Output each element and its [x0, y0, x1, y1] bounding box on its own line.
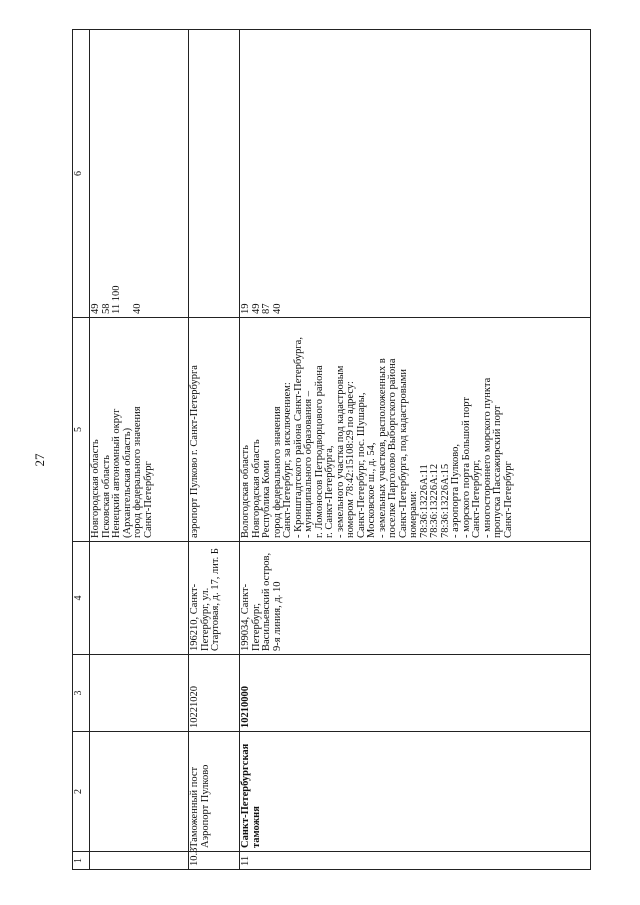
region-line: Новгородская область	[250, 439, 262, 538]
region-line: номером 78:42:15108:29 по адресу:	[345, 381, 356, 538]
region-line: - муниципального образования –	[303, 391, 314, 538]
okato-code-list	[240, 30, 591, 318]
post-name: Таможенный пост Аэропорт Пулково	[189, 732, 240, 852]
region-line: поселке Парголово Выборгского района	[387, 358, 398, 538]
post-name	[90, 732, 189, 852]
region-line: номерами:	[408, 490, 419, 538]
region-line: - многостороннего морского пункта	[481, 377, 493, 538]
region-line: Санкт-Петербург, за исключением:	[282, 382, 293, 538]
region-line: Санкт-Петербург	[142, 461, 154, 538]
region-line: Республика Коми	[261, 460, 272, 538]
region-list	[240, 318, 591, 542]
region-line: аэропорт Пулково г. Санкт-Петербурга	[189, 365, 200, 538]
rotated-table-wrapper	[72, 30, 608, 870]
region-line: город федерального значения	[271, 406, 283, 538]
okato-code-list	[90, 30, 189, 318]
region-line: 78:36:13226А:12	[429, 463, 440, 538]
region-line: Псковская область	[100, 455, 112, 538]
okato-code: 40	[271, 303, 283, 314]
row-number: 10.3	[189, 852, 240, 870]
row-number	[90, 852, 189, 870]
region-line: - земельных участков, расположенных в	[376, 358, 388, 538]
region-line: 78:36:13226А:15	[439, 463, 451, 538]
region-line: Вологодская область	[240, 445, 251, 538]
okato-code-list	[189, 30, 240, 318]
region-line: - Кронштадтского района Санкт-Петербурга,	[292, 337, 304, 538]
okato-code: 87	[261, 303, 272, 314]
region-line: Новгородская область	[90, 439, 101, 538]
column-header: 1	[73, 852, 90, 870]
region-line: - морского порта Большой порт	[460, 397, 472, 538]
column-header: 3	[73, 655, 90, 732]
post-code: 10210000	[240, 655, 591, 732]
table-header-row	[73, 30, 90, 870]
page-number: 27	[32, 453, 47, 467]
okato-code: 40	[132, 303, 143, 314]
post-address: 196210, Санкт-Петербург, ул. Стартовая, д. 17, лит. Б	[189, 542, 240, 655]
region-line: пропуска Пассажирский порт	[492, 405, 503, 538]
region-line: - аэропорта Пулково,	[450, 444, 461, 538]
region-line: Московское ш., д. 54,	[366, 442, 377, 538]
post-name: Санкт-Петербургская таможня	[240, 732, 591, 852]
okato-code: 58	[100, 303, 112, 314]
table-row	[240, 30, 591, 870]
customs-table	[72, 29, 591, 870]
column-header: 4	[73, 542, 90, 655]
region-line: г. Ломоносов Петродворцового района	[313, 365, 325, 538]
region-line: 78:36:13226А:11	[418, 464, 430, 538]
post-code	[90, 655, 189, 732]
region-line: - земельного участка под кадастровым	[334, 365, 346, 538]
column-header: 6	[73, 30, 90, 318]
region-line: Санкт-Петербург,	[471, 459, 482, 538]
table-row	[189, 30, 240, 870]
okato-code: 49	[250, 303, 262, 314]
okato-code	[123, 33, 134, 314]
region-line: Санкт-Петербурга, под кадастровыми	[397, 368, 409, 538]
post-code: 10221020	[189, 655, 240, 732]
row-number: 11	[240, 852, 591, 870]
region-line: г. Санкт-Петербурга,	[324, 445, 335, 538]
region-line: (Архангельская область)	[121, 427, 133, 538]
post-address: 199034, Санкт-Петербург, Васильевский остров, 9-я линия, д. 10	[240, 542, 591, 655]
column-header: 5	[73, 318, 90, 542]
region-line: Санкт-Петербург, пос. Шушары,	[355, 392, 367, 538]
region-line: Ненецкий автономный округ	[111, 408, 122, 538]
okato-code: 19	[240, 303, 251, 314]
table-row	[90, 30, 189, 870]
region-list	[189, 318, 240, 542]
okato-code: 49	[90, 303, 101, 314]
region-line: Санкт-Петербург	[502, 461, 514, 538]
column-header: 2	[73, 732, 90, 852]
okato-code: 11 100	[111, 285, 122, 314]
region-list	[90, 318, 189, 542]
post-address	[90, 542, 189, 655]
region-line: город федерального значения	[132, 406, 143, 538]
